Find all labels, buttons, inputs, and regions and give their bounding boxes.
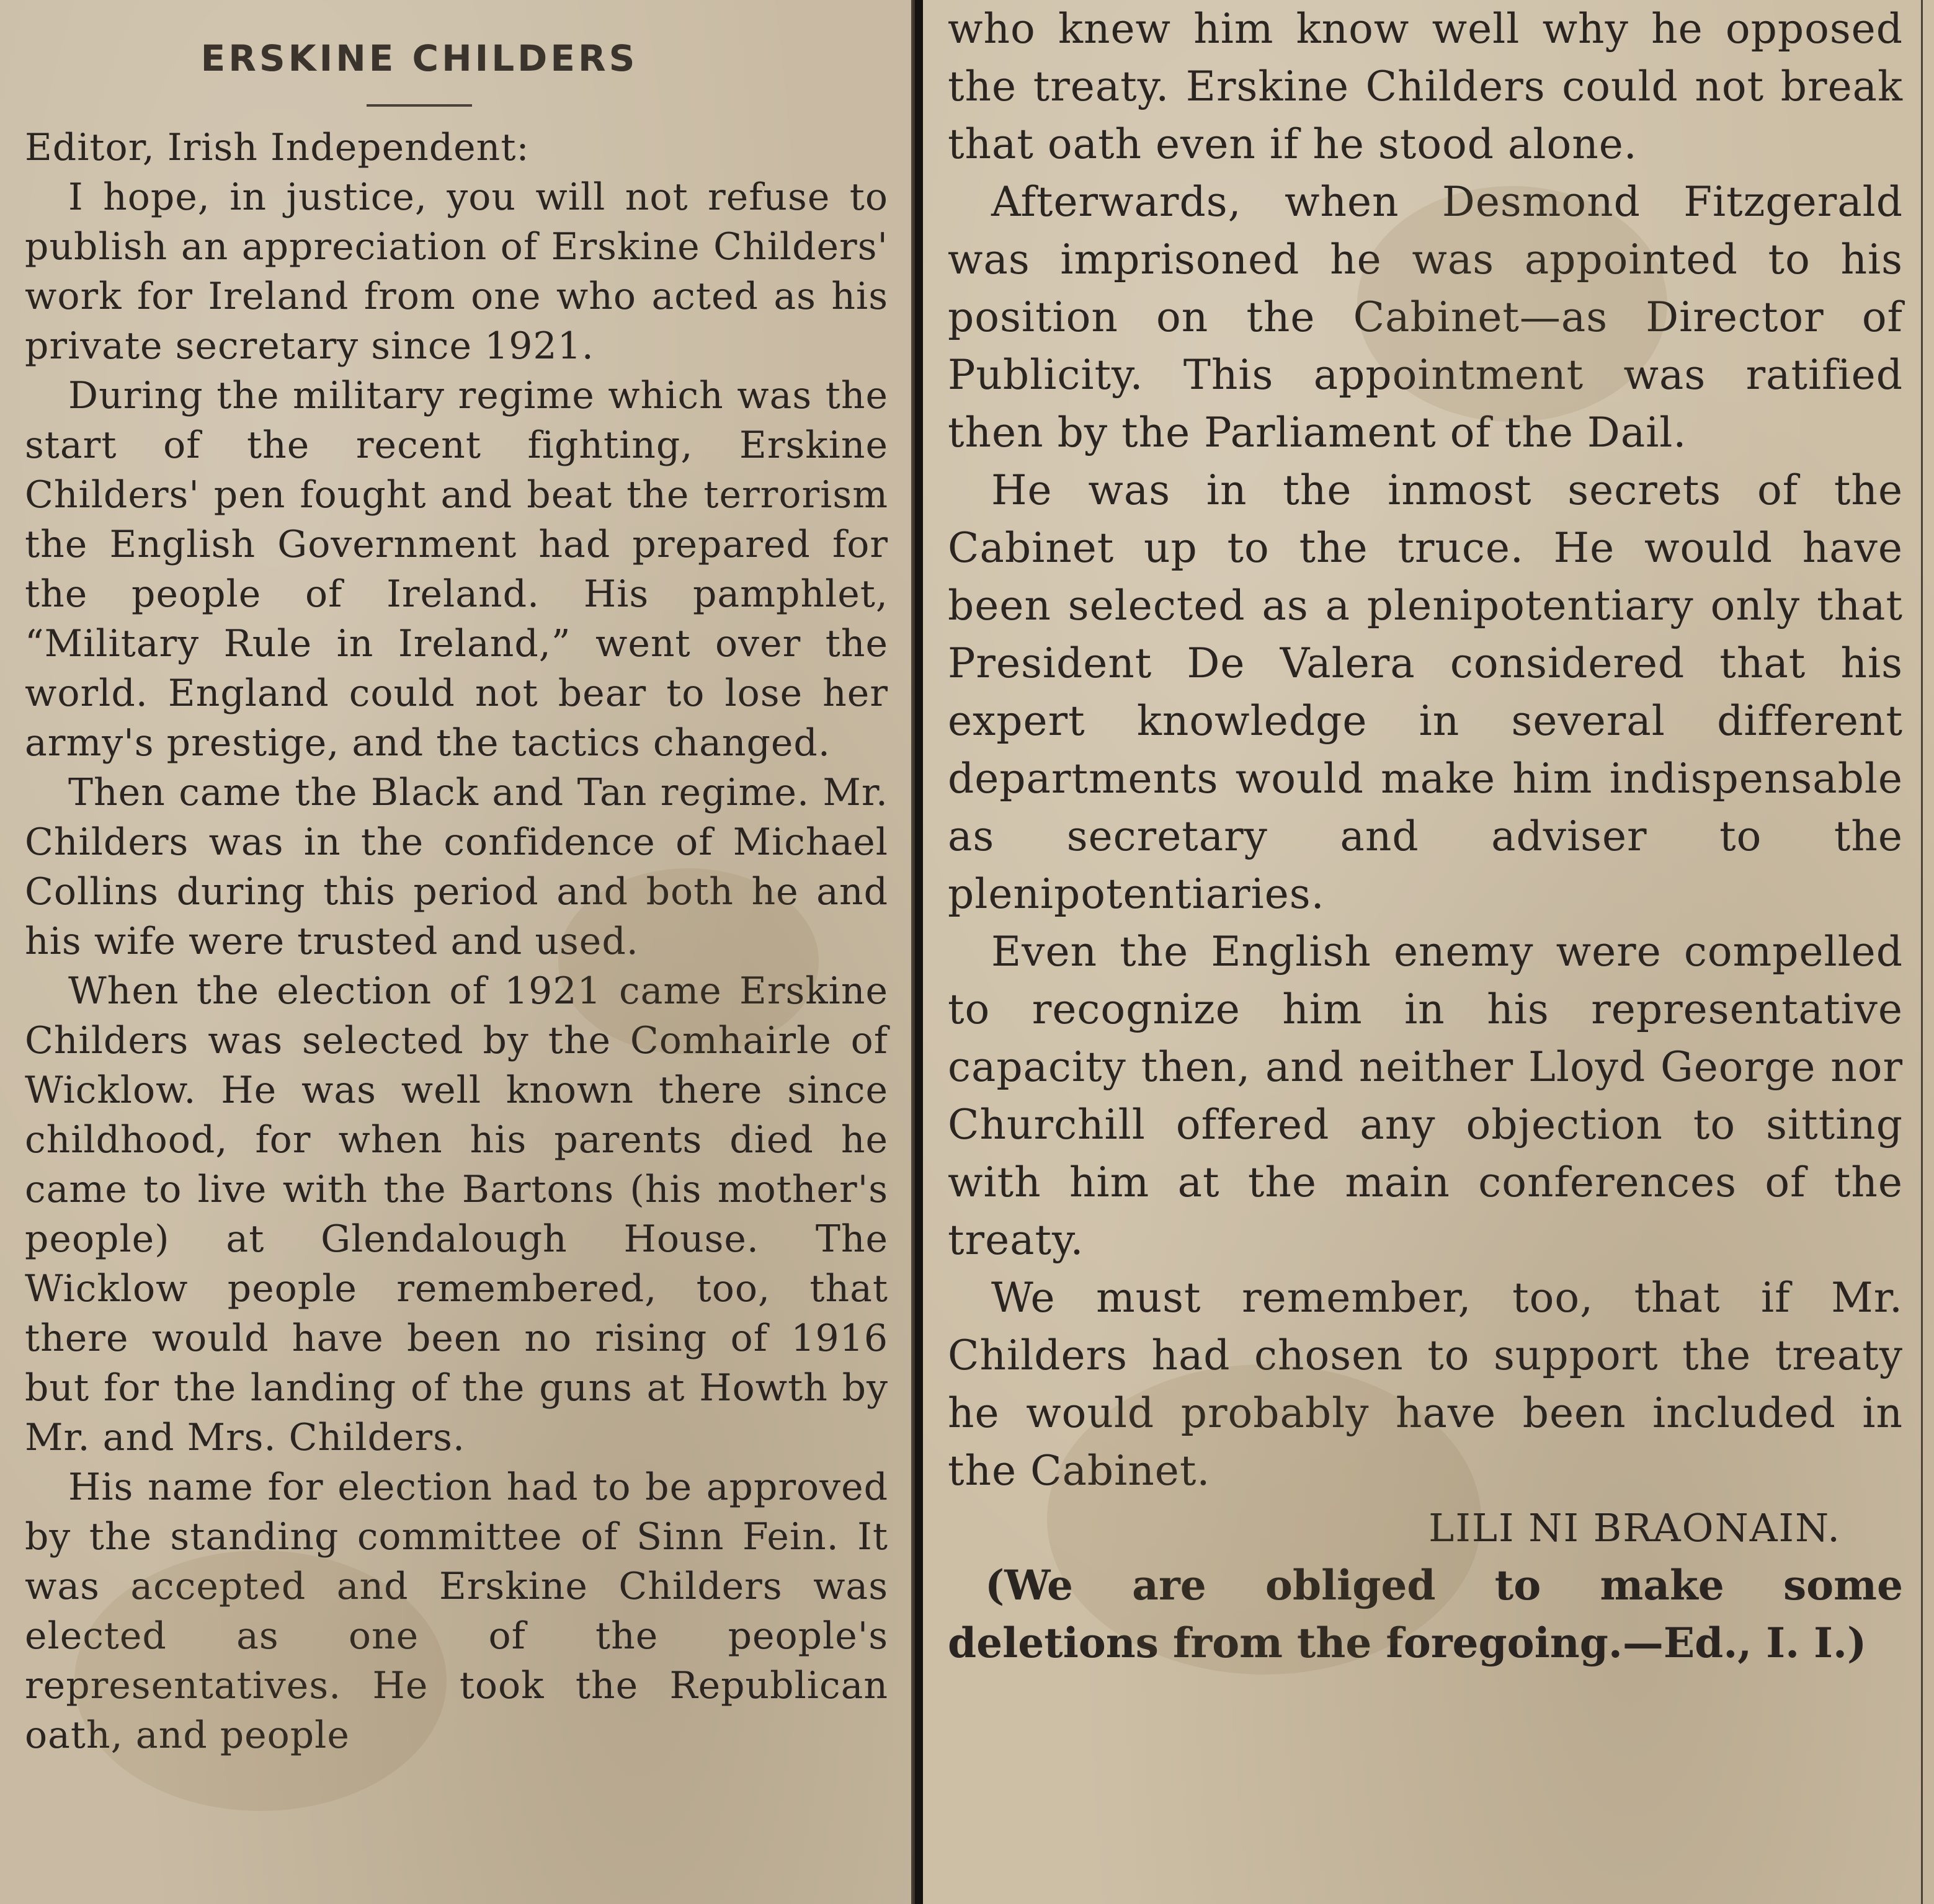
left-paragraph: When the election of 1921 came Erskine Childers was selected by the Comhairle of Wicklow. He was well known there since childhood, for when his parents died he came to live with the Bartons (his mother's people) at Glendalough House. The Wicklow people remembered, too, that there would have been no rising of 1916 but for the landing of the guns at Howth by Mr. and Mrs. Childers. — [25, 969, 888, 1459]
left-paragraph: His name for election had to be approved by the standing committee of Sinn Fein. It was accepted and Erskine Childers was elected as one of the people's representatives. He took the Republican oath, and people — [25, 1466, 888, 1757]
article-headline: ERSKINE CHILDERS — [200, 37, 638, 79]
author-signature: LILI NI BRAONAIN. — [1428, 1505, 1841, 1550]
left-paragraph: Then came the Black and Tan regime. Mr. Childers was in the confidence of Michael Collins during this period and both he and his wife were trusted and used. — [25, 771, 888, 963]
headline-rule — [367, 104, 472, 107]
left-paragraph: I hope, in justice, you will not refuse to publish an appreciation of Erskine Childers' work for Ireland from one who acted as his private secretary since 1921. — [25, 176, 888, 368]
right-paragraph: who knew him know well why he opposed the treaty. Erskine Childers could not break that oath even if he stood alone. — [948, 5, 1903, 168]
right-paragraph: We must remember, too, that if Mr. Childers had chosen to support the treaty he would probably have been included in the Cabinet. — [948, 1274, 1903, 1495]
column-rule — [911, 0, 913, 1904]
right-paragraph: Afterwards, when Desmond Fitzgerald was imprisoned he was appointed to his position on the Cabinet—as Director of Publicity. This appointment was ratified then by the Parliament of the Dail. — [948, 178, 1903, 456]
right-paragraph: He was in the inmost secrets of the Cabinet up to the truce. He would have been selected as a plenipotentiary only that President De Valera considered that his expert knowledge in several different departments would make him indispensable as secretary and adviser to the plenipotentiaries. — [948, 466, 1903, 918]
left-clipping — [0, 0, 915, 1904]
editor-note: (We are obliged to make some deletions from the foregoing.—Ed., I. I.) — [948, 1561, 1903, 1667]
salutation: Editor, Irish Independent: — [25, 126, 530, 169]
column-rule — [1921, 0, 1923, 1904]
left-paragraph: During the military regime which was the start of the recent fighting, Erskine Childers' pen fought and beat the terrorism the English Government had prepared for the people of Ireland. His pamphlet, “Military Rule in Ireland,” went over the world. England could not bear to lose her army's prestige, and the tactics changed. — [25, 374, 888, 765]
clipping-gap — [915, 0, 923, 1904]
right-paragraph: Even the English enemy were compelled to recognize him in his representative capacity then, and neither Lloyd George nor Churchill offered any objection to sitting with him at the main conferences of the treaty. — [948, 928, 1903, 1264]
right-clipping — [923, 0, 1934, 1904]
